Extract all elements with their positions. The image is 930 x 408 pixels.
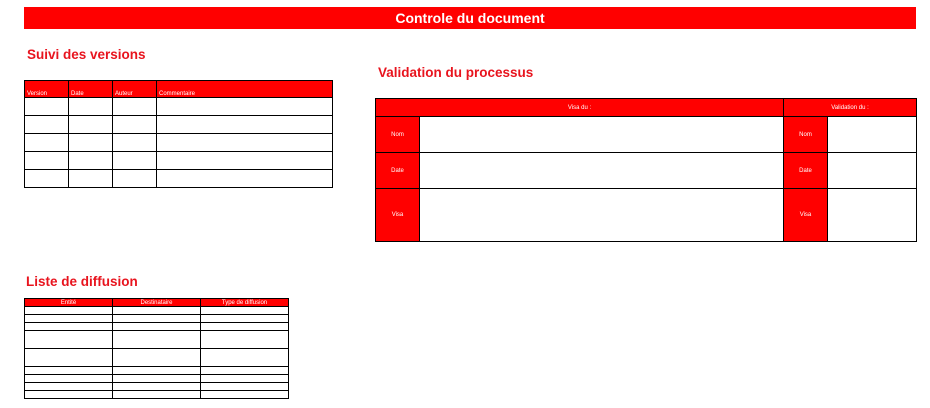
table-row [25,152,333,170]
cell[interactable] [113,331,201,349]
diffusion-section-title: Liste de diffusion [26,274,138,289]
validation-name-label: Nom [784,117,828,153]
table-row [25,315,289,323]
visa-signature-cell[interactable] [420,189,784,242]
cell[interactable] [113,152,157,170]
cell[interactable] [113,134,157,152]
cell[interactable] [25,391,113,399]
cell[interactable] [201,367,289,375]
table-row [25,323,289,331]
cell[interactable] [113,375,201,383]
table-row [25,307,289,315]
table-row [25,375,289,383]
table-row [376,117,917,153]
cell[interactable] [25,152,69,170]
validation-signature-label: Visa [784,189,828,242]
validation-date-cell[interactable] [828,153,917,189]
table-row [25,116,333,134]
visa-name-label: Nom [376,117,420,153]
table-row [25,98,333,116]
validation-header: Validation du : [784,99,917,117]
cell[interactable] [69,170,113,188]
column-header-recipient: Destinataire [113,299,201,307]
cell[interactable] [25,315,113,323]
column-header-author: Auteur [113,81,157,98]
cell[interactable] [201,331,289,349]
visa-date-label: Date [376,153,420,189]
visa-signature-label: Visa [376,189,420,242]
cell[interactable] [113,323,201,331]
column-header-entity: Entité [25,299,113,307]
cell[interactable] [69,98,113,116]
validation-date-label: Date [784,153,828,189]
cell[interactable] [25,383,113,391]
cell[interactable] [201,315,289,323]
cell[interactable] [113,307,201,315]
cell[interactable] [113,98,157,116]
visa-name-cell[interactable] [420,117,784,153]
table-row [25,349,289,367]
cell[interactable] [201,323,289,331]
cell[interactable] [69,116,113,134]
cell[interactable] [157,134,333,152]
cell[interactable] [113,383,201,391]
validation-section-title: Validation du processus [378,65,534,80]
table-row [25,331,289,349]
table-row [25,367,289,375]
cell[interactable] [113,116,157,134]
cell[interactable] [25,170,69,188]
cell[interactable] [69,134,113,152]
cell[interactable] [157,98,333,116]
validation-table [375,98,917,242]
table-row [25,170,333,188]
cell[interactable] [25,349,113,367]
cell[interactable] [113,315,201,323]
table-row [25,383,289,391]
cell[interactable] [157,152,333,170]
cell[interactable] [201,349,289,367]
visa-date-cell[interactable] [420,153,784,189]
cell[interactable] [201,307,289,315]
cell[interactable] [201,391,289,399]
document-control-banner: Controle du document [24,7,916,29]
cell[interactable] [113,170,157,188]
cell[interactable] [25,331,113,349]
versions-section-title: Suivi des versions [27,47,146,62]
table-row [25,134,333,152]
cell[interactable] [201,375,289,383]
cell[interactable] [201,383,289,391]
column-header-comment: Commentaire [157,81,333,98]
cell[interactable] [25,323,113,331]
visa-header: Visa du : [376,99,784,117]
table-row [25,391,289,399]
cell[interactable] [25,307,113,315]
table-row [376,153,917,189]
validation-name-cell[interactable] [828,117,917,153]
versions-table [24,80,333,188]
column-header-version: Version [25,81,69,98]
diffusion-table [24,298,289,399]
table-row [376,189,917,242]
cell[interactable] [25,367,113,375]
cell[interactable] [69,152,113,170]
validation-signature-cell[interactable] [828,189,917,242]
cell[interactable] [157,170,333,188]
cell[interactable] [25,375,113,383]
column-header-diffusion-type: Type de diffusion [201,299,289,307]
cell[interactable] [25,134,69,152]
cell[interactable] [25,98,69,116]
cell[interactable] [113,349,201,367]
cell[interactable] [113,391,201,399]
column-header-date: Date [69,81,113,98]
cell[interactable] [157,116,333,134]
cell[interactable] [25,116,69,134]
cell[interactable] [113,367,201,375]
